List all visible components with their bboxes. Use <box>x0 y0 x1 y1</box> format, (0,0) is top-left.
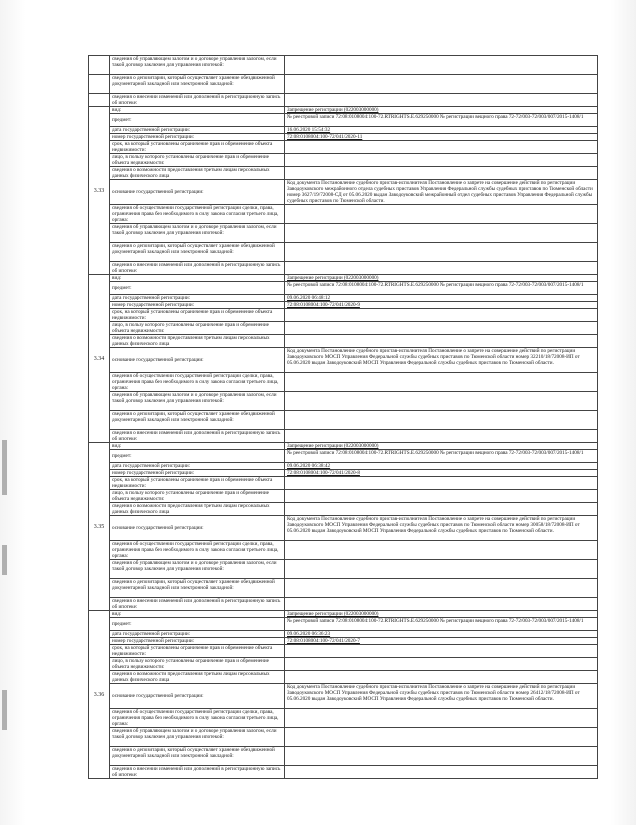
table-row <box>89 295 598 302</box>
row-value-depoz <box>285 747 598 766</box>
row-value-zalog <box>285 392 598 411</box>
table-row <box>89 516 598 541</box>
row-value-vozm <box>285 503 598 516</box>
table-row <box>89 205 598 224</box>
row-label-depoz: сведения о депозитарии, который осуществляет хранение обездвиженной документарной закладной или электронной закладной: <box>110 747 285 766</box>
row-value-nomer: 72:08:0108004:100-72/041/2020-8 <box>285 470 598 477</box>
table-row <box>89 766 598 779</box>
row-value-litso <box>285 490 598 503</box>
row-value-data: 09.06.2020 06:38:42 <box>285 463 598 470</box>
table-row <box>89 94 598 107</box>
row-value-predmet: № реестровой записи 72:08:0108004:100-72.RTRIGHTS.E.629250000 № регистрации вещного права 72-72/003-72/003/007/2015-1408/1 <box>285 282 598 295</box>
row-label-zalog: сведения об управляющем залогом и о договоре управления залогом, если такой договор заключен для управления ипотекой: <box>110 728 285 747</box>
row-value-vid: Запрещение регистрации (022003000000) <box>285 275 598 282</box>
table-row <box>89 611 598 618</box>
table-row <box>89 490 598 503</box>
row-value-zalog <box>285 560 598 579</box>
row-label-predmet: предмет: <box>110 450 285 463</box>
row-label-osush: сведения об осуществлении государственной регистрации сделки, права, ограничения права без необходимого в силу закона согласия третьего лица, органа: <box>110 205 285 224</box>
row-label-osnovanie: основание государственной регистрации: <box>110 516 285 541</box>
row-value-litso <box>285 154 598 167</box>
row-value <box>285 56 598 75</box>
registry-table <box>88 55 598 779</box>
row-label-osush: сведения об осуществлении государственной регистрации сделки, права, ограничения права без необходимого в силу закона согласия третьего лица, органа: <box>110 709 285 728</box>
row-label-depoz: сведения о депозитарии, который осуществляет хранение обездвиженной документарной закладной или электронной закладной: <box>110 411 285 430</box>
row-label-srok: срок, на который установлены ограничение прав и обременение объекта недвижимости: <box>110 309 285 322</box>
table-row <box>89 631 598 638</box>
row-value-vid: Запрещение регистрации (022003000000) <box>285 443 598 450</box>
row-value-zalog <box>285 728 598 747</box>
row-value-nomer: 72:08:0108004:100-72/041/2020-7 <box>285 638 598 645</box>
row-value-predmet: № реестровой записи 72:08:0108004:100-72.RTRIGHTS.E.629250000 № регистрации вещного права 72-72/003-72/003/007/2015-1408/1 <box>285 114 598 127</box>
row-value-data: 09.06.2020 06:36:23 <box>285 631 598 638</box>
row-value-nomer: 72:08:0108004:100-72/041/2020-9 <box>285 302 598 309</box>
row-label-litso: лицо, в пользу которого установлены ограничение прав и обременение объекта недвижимости: <box>110 658 285 671</box>
row-value-vozm <box>285 671 598 684</box>
row-label-vnesen: сведения о внесении изменений или дополнений в регистрационную запись об ипотеке: <box>110 766 285 779</box>
row-label-data: дата государственной регистрации: <box>110 295 285 302</box>
row-label-litso: лицо, в пользу которого установлены ограничение прав и обременение объекта недвижимости: <box>110 490 285 503</box>
row-label-vozm: сведения о возможности предоставления третьим лицам персональных данных физического лица <box>110 671 285 684</box>
row-label: сведения об управляющем залогом и о договоре управления залогом, если такой договор заключен для управления ипотекой: <box>110 56 285 75</box>
table-row <box>89 56 598 75</box>
table-row <box>89 243 598 262</box>
row-value-osush <box>285 541 598 560</box>
row-value-zalog <box>285 224 598 243</box>
table-row <box>89 709 598 728</box>
row-value-srok <box>285 477 598 490</box>
table-row <box>89 463 598 470</box>
table-row <box>89 470 598 477</box>
row-label-zalog: сведения об управляющем залогом и о договоре управления залогом, если такой договор заключен для управления ипотекой: <box>110 224 285 243</box>
table-row <box>89 127 598 134</box>
table-row <box>89 411 598 430</box>
row-label-srok: срок, на который установлены ограничение прав и обременение объекта недвижимости: <box>110 645 285 658</box>
row-value-osnovanie: Код документа Постановление судебного пристав-исполнителя Постановление о запрете на совершение действий по регистрации Заводоуковского МОСП Управления Федеральной службы судебных приставов по Тюменской области номер 32210/18/72008-ИП от 05.06.2020 выдан Заводоуковский МОСП Управления Федеральной службы судебных приставов по Тюменской области. <box>285 348 598 373</box>
row-value-osnovanie: Код документа Постановление судебного пристав-исполнителя Постановление о запрете на совершение действий по регистрации Заводоуковского межрайонного отдела судебных приставов Управления Федеральной службы судебных приставов по Тюменской области номер 3627/19/72008-СД от 05.06.2020 выдан Заводоуковский межрайонный отдел судебных приставов Управления Федеральной службы судебных приставов по Тюменской области. <box>285 180 598 205</box>
table-row <box>89 618 598 631</box>
table-row <box>89 443 598 450</box>
row-label-vnesen: сведения о внесении изменений или дополнений в регистрационную запись об ипотеке: <box>110 262 285 275</box>
table-row <box>89 477 598 490</box>
table-row <box>89 747 598 766</box>
table-row <box>89 560 598 579</box>
table-row <box>89 107 598 114</box>
table-row <box>89 114 598 127</box>
row-value-vnesen <box>285 430 598 443</box>
row-value-vid: Запрещение регистрации (022003000000) <box>285 107 598 114</box>
table-row <box>89 180 598 205</box>
row-value-vnesen <box>285 766 598 779</box>
row-label-srok: срок, на который установлены ограничение прав и обременение объекта недвижимости: <box>110 141 285 154</box>
row-label: сведения о внесении изменений или дополнений в регистрационную запись об ипотеке: <box>110 94 285 107</box>
row-label-osnovanie: основание государственной регистрации: <box>110 348 285 373</box>
row-value-vnesen <box>285 598 598 611</box>
row-value-predmet: № реестровой записи 72:08:0108004:100-72.RTRIGHTS.E.629250000 № регистрации вещного права 72-72/003-72/003/007/2015-1408/1 <box>285 450 598 463</box>
row-label-litso: лицо, в пользу которого установлены ограничение прав и обременение объекта недвижимости: <box>110 322 285 335</box>
row-label-srok: срок, на который установлены ограничение прав и обременение объекта недвижимости: <box>110 477 285 490</box>
row-label-predmet: предмет: <box>110 282 285 295</box>
row-value-osush <box>285 709 598 728</box>
table-row <box>89 224 598 243</box>
row-label-depoz: сведения о депозитарии, который осуществляет хранение обездвиженной документарной закладной или электронной закладной: <box>110 243 285 262</box>
row-label-data: дата государственной регистрации: <box>110 463 285 470</box>
table-row <box>89 503 598 516</box>
row-value-data: 16.06.2020 15:54:32 <box>285 127 598 134</box>
row-value-vozm <box>285 335 598 348</box>
row-value-osush <box>285 373 598 392</box>
table-row <box>89 671 598 684</box>
entry-number-cell <box>89 94 110 107</box>
table-row <box>89 75 598 94</box>
table-row <box>89 430 598 443</box>
row-label-vid: вид: <box>110 443 285 450</box>
table-row <box>89 167 598 180</box>
table-row <box>89 134 598 141</box>
table-row <box>89 309 598 322</box>
row-value-vnesen <box>285 262 598 275</box>
row-label-data: дата государственной регистрации: <box>110 631 285 638</box>
table-row <box>89 335 598 348</box>
row-label-nomer: номер государственной регистрации: <box>110 470 285 477</box>
table-row <box>89 154 598 167</box>
row-value-nomer: 72:08:0108004:100-72/041/2020-11 <box>285 134 598 141</box>
scan-edge-mark <box>2 545 7 575</box>
table-row <box>89 598 598 611</box>
row-label-zalog: сведения об управляющем залогом и о договоре управления залогом, если такой договор заключен для управления ипотекой: <box>110 560 285 579</box>
row-label-predmet: предмет: <box>110 114 285 127</box>
table-row <box>89 450 598 463</box>
row-value-predmet: № реестровой записи 72:08:0108004:100-72.RTRIGHTS.E.629250000 № регистрации вещного права 72-72/003-72/003/007/2015-1408/1 <box>285 618 598 631</box>
table-row <box>89 282 598 295</box>
entry-number: 3.35 <box>89 443 110 611</box>
row-label-vid: вид: <box>110 107 285 114</box>
table-row <box>89 541 598 560</box>
row-value-litso <box>285 658 598 671</box>
row-label-depoz: сведения о депозитарии, который осуществляет хранение обездвиженной документарной закладной или электронной закладной: <box>110 579 285 598</box>
row-label: сведения о депозитарии, который осуществляет хранение обездвиженной документарной закладной или электронной закладной: <box>110 75 285 94</box>
row-label-vozm: сведения о возможности предоставления третьим лицам персональных данных физического лица <box>110 167 285 180</box>
table-row <box>89 728 598 747</box>
row-label-vozm: сведения о возможности предоставления третьим лицам персональных данных физического лица <box>110 503 285 516</box>
scan-edge-mark <box>2 440 7 495</box>
table-row <box>89 275 598 282</box>
row-value <box>285 94 598 107</box>
row-label-data: дата государственной регистрации: <box>110 127 285 134</box>
row-value-osush <box>285 205 598 224</box>
entry-number: 3.33 <box>89 107 110 275</box>
table-row <box>89 579 598 598</box>
row-value-srok <box>285 141 598 154</box>
row-value-srok <box>285 645 598 658</box>
row-label-osush: сведения об осуществлении государственной регистрации сделки, права, ограничения права без необходимого в силу закона согласия третьего лица, органа: <box>110 541 285 560</box>
row-label-osush: сведения об осуществлении государственной регистрации сделки, права, ограничения права без необходимого в силу закона согласия третьего лица, органа: <box>110 373 285 392</box>
row-label-nomer: номер государственной регистрации: <box>110 638 285 645</box>
row-label-vozm: сведения о возможности предоставления третьим лицам персональных данных физического лица <box>110 335 285 348</box>
entry-number: 3.36 <box>89 611 110 779</box>
row-label-predmet: предмет: <box>110 618 285 631</box>
row-value <box>285 75 598 94</box>
row-label-osnovanie: основание государственной регистрации: <box>110 180 285 205</box>
row-label-zalog: сведения об управляющем залогом и о договоре управления залогом, если такой договор заключен для управления ипотекой: <box>110 392 285 411</box>
row-label-nomer: номер государственной регистрации: <box>110 134 285 141</box>
table-row <box>89 392 598 411</box>
row-value-depoz <box>285 411 598 430</box>
scan-edge-mark <box>2 690 7 730</box>
table-row <box>89 322 598 335</box>
table-row <box>89 638 598 645</box>
table-row <box>89 658 598 671</box>
row-label-vnesen: сведения о внесении изменений или дополнений в регистрационную запись об ипотеке: <box>110 430 285 443</box>
row-value-depoz <box>285 579 598 598</box>
table-row <box>89 141 598 154</box>
entry-number-cell <box>89 56 110 75</box>
row-value-srok <box>285 309 598 322</box>
row-label-vid: вид: <box>110 611 285 618</box>
table-row <box>89 348 598 373</box>
row-value-data: 09.06.2020 06:48:12 <box>285 295 598 302</box>
row-label-nomer: номер государственной регистрации: <box>110 302 285 309</box>
row-value-vozm <box>285 167 598 180</box>
entry-number: 3.34 <box>89 275 110 443</box>
row-value-osnovanie: Код документа Постановление судебного пристав-исполнителя Постановление о запрете на совершение действий по регистрации Заводоуковского МОСП Управления Федеральной службы судебных приставов по Тюменской области номер 30058/18/72008-ИП от 05.06.2020 выдан Заводоуковский МОСП Управления Федеральной службы судебных приставов по Тюменской области. <box>285 516 598 541</box>
table-row <box>89 645 598 658</box>
row-label-litso: лицо, в пользу которого установлены ограничение прав и обременение объекта недвижимости: <box>110 154 285 167</box>
table-row <box>89 684 598 709</box>
row-label-vid: вид: <box>110 275 285 282</box>
table-row <box>89 302 598 309</box>
row-value-osnovanie: Код документа Постановление судебного пристав-исполнителя Постановление о запрете на совершение действий по регистрации Заводоуковского МОСП Управления Федеральной службы судебных приставов по Тюменской области номер 26412/18/72008-ИП от 05.06.2020 выдан Заводоуковский МОСП Управления Федеральной службы судебных приставов по Тюменской области. <box>285 684 598 709</box>
entry-number-cell <box>89 75 110 94</box>
table-row <box>89 262 598 275</box>
row-value-depoz <box>285 243 598 262</box>
table-row <box>89 373 598 392</box>
row-value-vid: Запрещение регистрации (022003000000) <box>285 611 598 618</box>
row-label-osnovanie: основание государственной регистрации: <box>110 684 285 709</box>
row-label-vnesen: сведения о внесении изменений или дополнений в регистрационную запись об ипотеке: <box>110 598 285 611</box>
row-value-litso <box>285 322 598 335</box>
